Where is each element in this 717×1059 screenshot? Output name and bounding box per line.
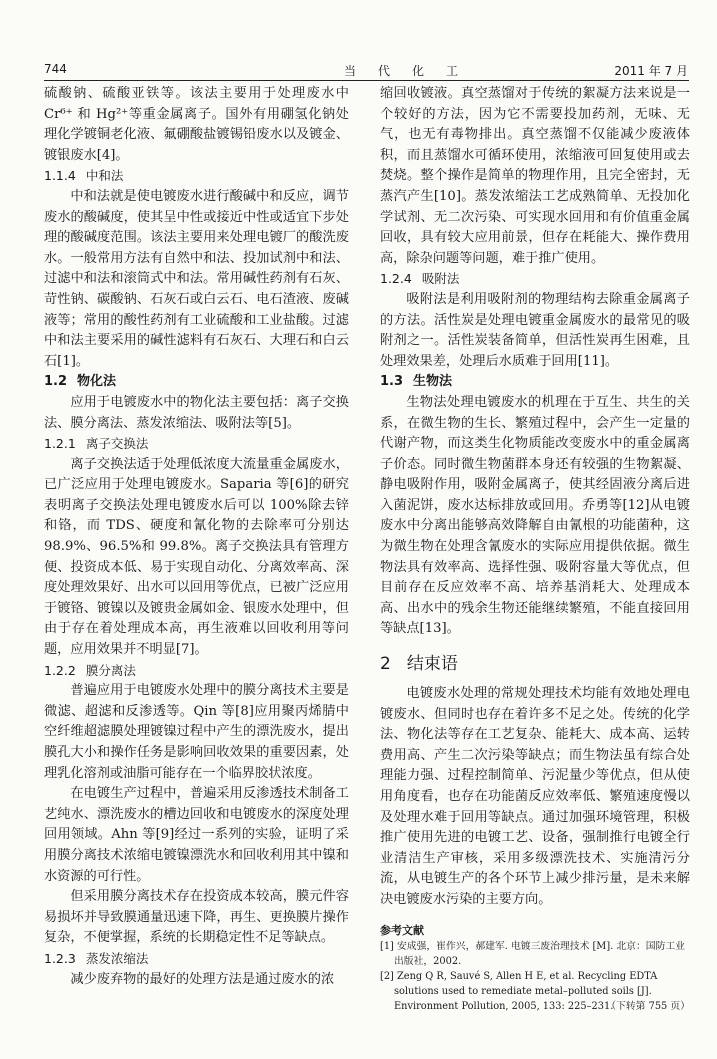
heading-text: 膜分离法 (85, 662, 136, 678)
header-rule (44, 80, 689, 81)
heading-number: 1.2.4 (380, 271, 412, 287)
section-heading (380, 650, 690, 678)
subsubsection-heading (44, 661, 349, 682)
right-column (380, 84, 690, 1014)
paragraph: 硫酸钠、硫酸亚铁等。该法主要用于处理废水中 Cr⁶⁺ 和 Hg²⁺等重金属离子。国外有用硼氢化钠处理化学镀铜老化液、氟硼酸盐镀锡铅废水以及镀金、镀银废水[4]。 (44, 86, 349, 163)
left-column (44, 84, 349, 990)
heading-number: 1.3 (380, 374, 404, 390)
reference-item (380, 939, 690, 969)
heading-number: 1.2.1 (44, 436, 76, 452)
subsubsection-heading (44, 166, 349, 187)
paragraph: 缩回收镀液。真空蒸馏对于传统的絮凝方法来说是一个较好的方法，因为它不需要投加药剂，无味、无气，也无有毒物排出。真空蒸馏不仅能减少废液体积，而且蒸馏水可循环使用，浓缩液可回复使用或去焚烧。整个操作是简单的物理作用，且完全密封，无蒸汽产生[10]。蒸发浓缩法工艺成熟简单、无投加化学试剂、无二次污染、可实现水回用和有价值重金属回收，具有较大应用前景，但存在耗能大、操作费用高，除杂问题等问题，难于推广使用。 (380, 86, 690, 266)
paragraph: 但采用膜分离技术存在投资成本较高，膜元件容易损坏并导致膜通量迅速下降，再生、更换膜片操作复杂，不便掌握，系统的长期稳定性不足等缺点。 (44, 889, 349, 946)
heading-number: 1.2.2 (44, 662, 76, 678)
paragraph: 在电镀生产过程中，普遍采用反渗透技术制备工艺纯水、漂洗废水的槽边回收和电镀废水的深度处理回用领域。Ahn 等[9]经过一系列的实验，证明了采用膜分离技术浓缩电镀镍漂洗水和回收利用其中镍和水资源的可行性。 (44, 786, 349, 884)
paragraph: 离子交换法适于处理低浓度大流量重金属废水，已广泛应用于处理电镀废水。Saparia 等[6]的研究表明离子交换法处理电镀废水后可以 100%除去锌和铬，而 TDS、硬度和氰化物的去除率可分别达 98.9%、96.5%和 99.8%。离子交换法具有管理方便、投资成本低、易于实现自动化、分离效率高、深度处理效果好、出水可以回用等优点，已被广泛应用于镀铬、镀镍以及镀贵金属如金、银废水处理中，但由于存在着处理成本高，再生液难以回收利用等问题，应用效果并不明显[7]。 (44, 456, 349, 658)
heading-text: 结束语 (406, 654, 458, 675)
heading-text: 离子交换法 (85, 436, 149, 452)
paragraph: 吸附法是利用吸附剂的物理结构去除重金属离子的方法。活性炭是处理电镀重金属废水的最常见的吸附剂之一。活性炭装备简单，但活性炭再生困难，且处理效果差，处理后水质难于回用[11]。 (380, 291, 690, 369)
running-header (44, 62, 688, 82)
heading-number: 2 (380, 654, 391, 675)
subsection-heading (380, 372, 690, 393)
paragraph: 电镀废水处理的常规处理技术均能有效地处理电镀废水、但同时也存在着许多不足之处。传统的化学法、物化法等存在工艺复杂、能耗大、成本高、运转费用高、产生二次污染等缺点；而生物法虽有综合处理能力强、过程控制简单、污泥量少等优点，但从使用角度看，也存在功能菌反应效率低、繁殖速度慢以及处理水难于回用等缺点。通过加强环境管理，积极推广使用先进的电镀工艺、设备，强制推行电镀全行业清洁生产审核，采用多级漂洗技术、实施清污分流，从电镀生产的各个环节上减少排污量，是未来解决电镀废水污染的主要方向。 (380, 686, 690, 907)
journal-title: 当代化工 (344, 64, 481, 78)
continued-note: （下转第 755 页） (606, 1000, 690, 1012)
subsubsection-heading (44, 949, 349, 970)
reference-text: [1] 安成强，崔作兴，郝建军. 电镀三废治理技术 [M]. 北京：国防工业出版社，2002. (380, 940, 685, 967)
heading-number: 1.2 (44, 374, 68, 390)
heading-number: 1.2.3 (44, 950, 76, 966)
page-number: 744 (44, 62, 67, 76)
heading-text: 中和法 (85, 168, 124, 184)
reference-text: [2] Zeng Q R, Sauvé S, Allen H E, et al. Recycling EDTA solutions used to remediate metal–polluted soils [J]. Environment Pollution, 2005, 133: 225–231. (380, 970, 658, 1012)
heading-text: 蒸发浓缩法 (85, 950, 149, 966)
paragraph: 减少废弃物的最好的处理方法是通过废水的浓 (70, 971, 335, 987)
paragraph: 普遍应用于电镀废水处理中的膜分离技术主要是微滤、超滤和反渗透等。Qin 等[8]应用聚丙烯腈中空纤维超滤膜处理镀镍过程中产生的漂洗废水，提出膜孔大小和操作任务是影响回收效果的重要因素，处理乳化溶剂或油脂可能存在一个临界胶状浓度。 (44, 683, 349, 781)
issue-date: 2011 年 7 月 (614, 64, 688, 78)
heading-text: 物化法 (77, 374, 117, 390)
references-title: 参考文献 (380, 923, 424, 937)
paragraph: 应用于电镀废水中的物化法主要包括：离子交换法、膜分离法、蒸发浓缩法、吸附法等[5]。 (44, 394, 349, 431)
paragraph: 中和法就是使电镀废水进行酸碱中和反应，调节废水的酸碱度，使其呈中性或接近中性或适宜下步处理的酸碱度范围。该法主要用来处理电镀厂的酸洗废水。一般常用方法有自然中和法、投加试剂中和法、过滤中和法和滚筒式中和法。常用碱性药剂有石灰、苛性钠、碳酸钠、石灰石或白云石、电石渣液、废碱液等；常用的酸性药剂有工业硫酸和工业盐酸。过滤中和法主要采用的碱性滤料有石灰石、大理石和白云石[1]。 (44, 188, 349, 369)
paragraph: 生物法处理电镀废水的机理在于互生、共生的关系，在微生物的生长、繁殖过程中，会产生一定量的代谢产物，而这类生化物质能改变废水中的重金属离子价态。同时微生物菌群本身还有较强的生物絮凝、静电吸附作用，吸附金属离子，使其经固液分离后进入菌泥饼，废水达标排放或回用。乔勇等[12]从电镀废水中分离出能够高效降解自由氰根的功能菌种，这为微生物在处理含氰废水的实际应用提供依据。微生物法具有效率高、选择性强、吸附容量大等优点，但目前存在反应效率不高、培养基消耗大、处理成本高、出水中的残余生物还能继续繁殖，不能直接回用等缺点[13]。 (380, 394, 690, 637)
subsection-heading (44, 372, 349, 393)
right-column-body (380, 84, 690, 911)
reference-item (380, 969, 690, 1014)
subsubsection-heading (380, 269, 690, 290)
subsubsection-heading (44, 434, 349, 455)
heading-number: 1.1.4 (44, 168, 76, 184)
heading-text: 生物法 (413, 374, 453, 390)
references-list (380, 939, 690, 1014)
heading-text: 吸附法 (421, 271, 460, 287)
